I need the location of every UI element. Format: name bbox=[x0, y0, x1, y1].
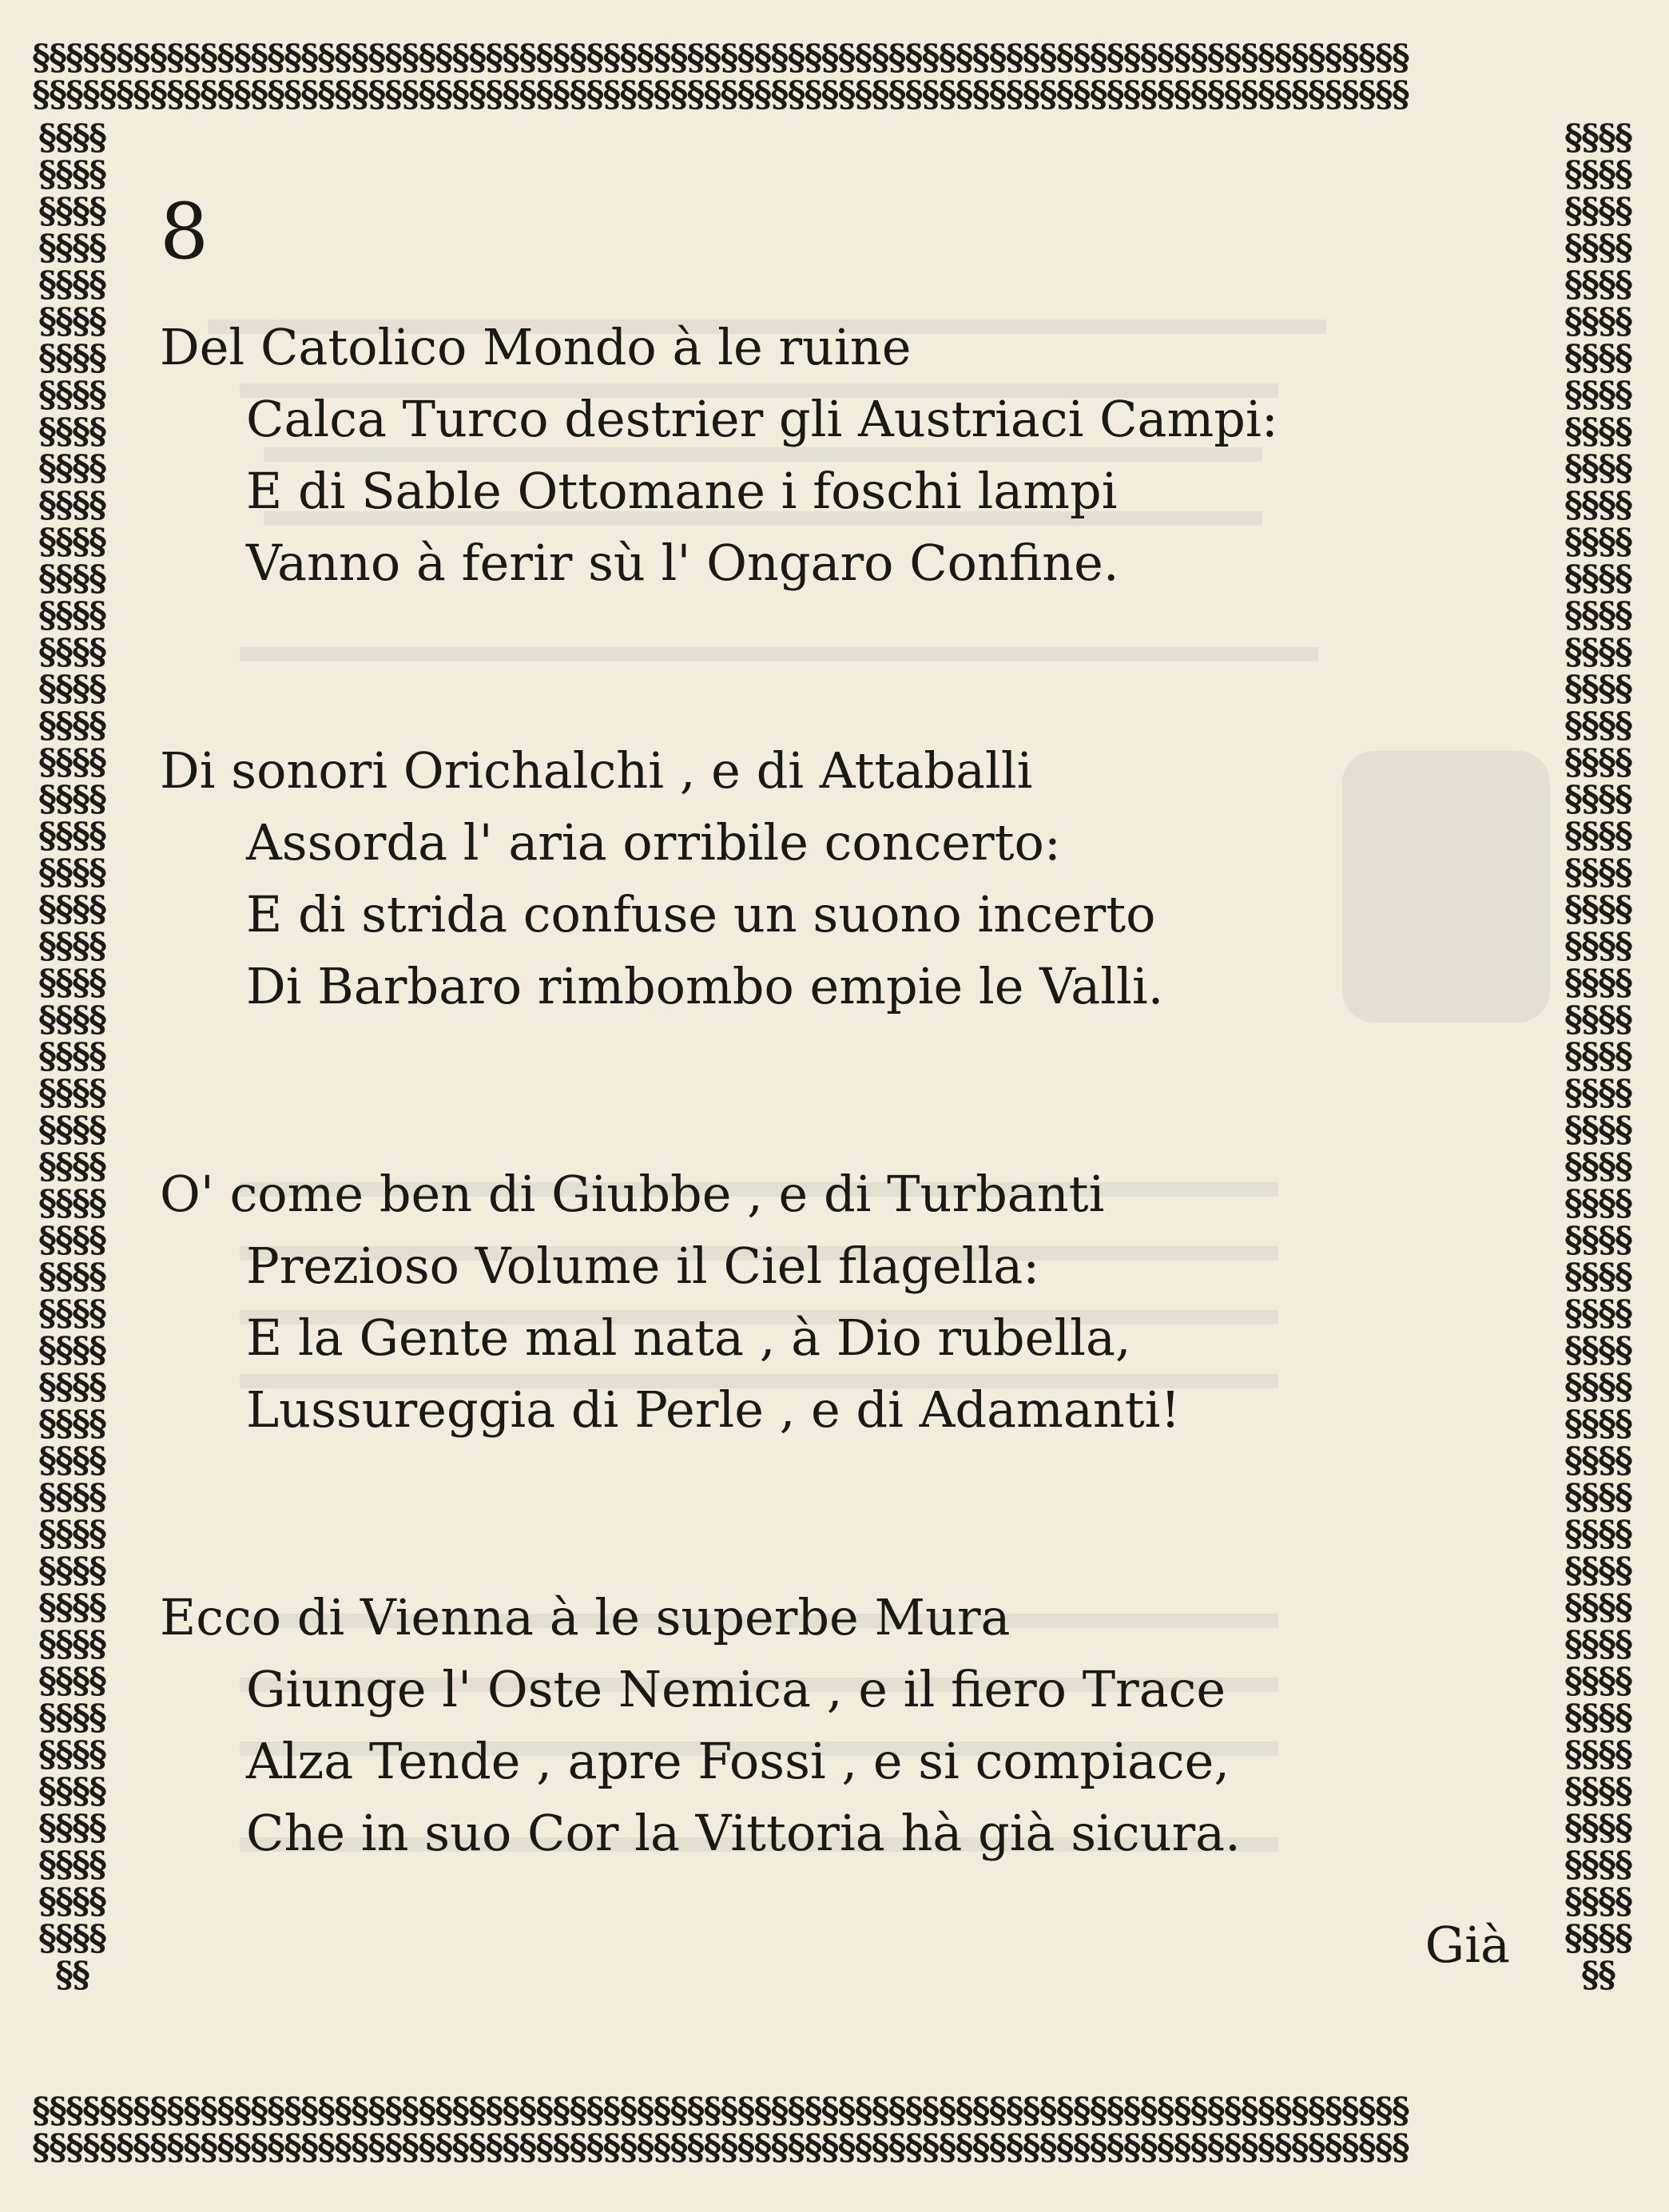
poem-text-block bbox=[160, 187, 1534, 2029]
stanza-3 bbox=[160, 1158, 1534, 1446]
verse-line: Assorda l' aria orribile concerto: bbox=[246, 813, 1061, 872]
ornamental-border-left: §§§§§§§§§§§§§§§§§§§§§§§§§§§§§§§§§§§§§§§§§§§§§§§§§§§§§§§§§§§§§§§§§§§§§§§§§§§§§§§§§§§§§§§§§§§§§§§§§§§§§§§§§§§§§§§§§§§§§§§§§§§§§§§§§§§§§§§§§§§§§§§§§§§§§§§§§§§§§§§§§§§§§§§§§§§§§§§§§§§§§§§§§§§§§§§§§§§§§§§§§§ bbox=[38, 120, 106, 1996]
verse-line: Giunge l' Oste Nemica , e il fiero Trace bbox=[246, 1660, 1226, 1718]
verse-line: E di Sable Ottomane i foschi lampi bbox=[246, 462, 1118, 520]
verse-line: Ecco di Vienna à le superbe Mura bbox=[160, 1588, 1011, 1646]
ornamental-border-right: §§§§§§§§§§§§§§§§§§§§§§§§§§§§§§§§§§§§§§§§§§§§§§§§§§§§§§§§§§§§§§§§§§§§§§§§§§§§§§§§§§§§§§§§§§§§§§§§§§§§§§§§§§§§§§§§§§§§§§§§§§§§§§§§§§§§§§§§§§§§§§§§§§§§§§§§§§§§§§§§§§§§§§§§§§§§§§§§§§§§§§§§§§§§§§§§§§§§§§§§§§ bbox=[1564, 120, 1632, 1996]
verse-line: Lussureggia di Perle , e di Adamanti! bbox=[246, 1380, 1181, 1439]
verse-line: Del Catolico Mondo à le ruine bbox=[160, 318, 912, 376]
ornamental-border-bottom: §§§§§§§§§§§§§§§§§§§§§§§§§§§§§§§§§§§§§§§§§§§§§§§§§§§§§§§§§§§§§§§§§§§§§§§§§§§§§§§§§§ §§§§§§§§§§§§§§§§§§§§§§§§§§§§§§§§§§§§§§§§§§§§§§§§§§§§§§§§§§§§§§§§§§§§§§§§§§§§§§§§§§ bbox=[32, 2093, 1409, 2168]
verse-line: Calca Turco destrier gli Austriaci Campi: bbox=[246, 390, 1278, 448]
stanza-4 bbox=[160, 1582, 1534, 1869]
verse-line: Di Barbaro rimbombo empie le Valli. bbox=[246, 957, 1164, 1015]
verse-line: Che in suo Cor la Vittoria hà già sicura. bbox=[246, 1804, 1241, 1862]
verse-line: E la Gente mal nata , à Dio rubella, bbox=[246, 1309, 1131, 1367]
verse-line: Prezioso Volume il Ciel flagella: bbox=[246, 1237, 1040, 1295]
catchword: Già bbox=[1425, 1916, 1510, 1974]
stanza-2 bbox=[160, 735, 1534, 1023]
verse-line: Vanno à ferir sù l' Ongaro Confine. bbox=[246, 534, 1119, 592]
page-number: 8 bbox=[160, 187, 209, 276]
ornamental-border-top: §§§§§§§§§§§§§§§§§§§§§§§§§§§§§§§§§§§§§§§§§§§§§§§§§§§§§§§§§§§§§§§§§§§§§§§§§§§§§§§§§§ §§§§§§§§§§§§§§§§§§§§§§§§§§§§§§§§§§§§§§§§§§§§§§§§§§§§§§§§§§§§§§§§§§§§§§§§§§§§§§§§§§ bbox=[32, 40, 1409, 115]
verse-line: Di sonori Orichalchi , e di Attaballi bbox=[160, 741, 1033, 800]
stanza-1 bbox=[160, 312, 1534, 599]
verse-line: Alza Tende , apre Fossi , e si compiace, bbox=[246, 1732, 1230, 1790]
verse-line: O' come ben di Giubbe , e di Turbanti bbox=[160, 1165, 1105, 1223]
verse-line: E di strida confuse un suono incerto bbox=[246, 885, 1156, 943]
